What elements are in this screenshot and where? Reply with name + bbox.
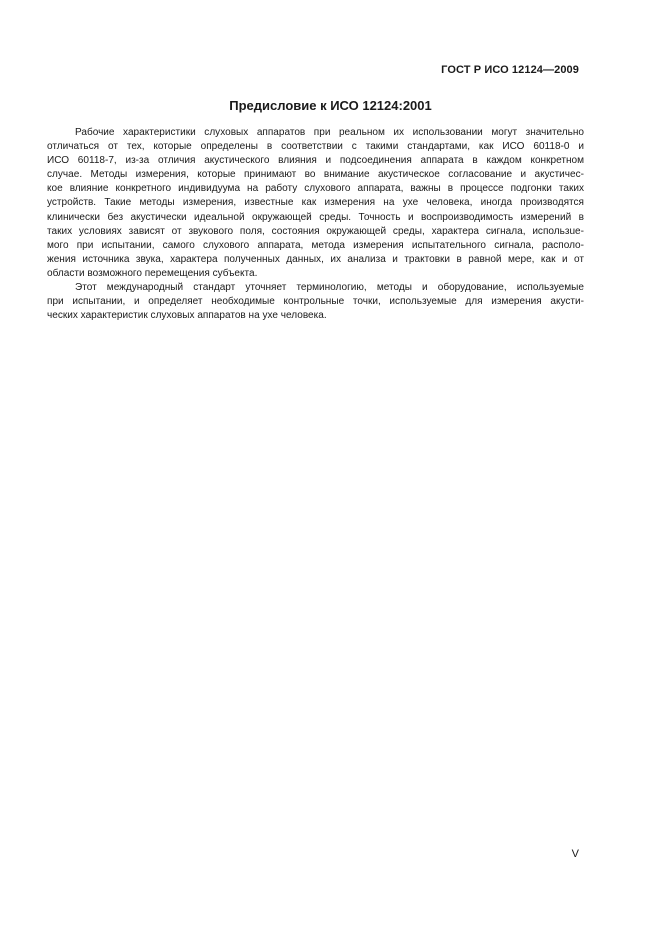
paragraph: [47, 281, 584, 323]
standard-code-header: ГОСТ Р ИСО 12124—2009: [441, 64, 579, 76]
text-line: ИСО 60118-7, из-за отличия акустического влияния и подсоединения аппарата в каждом конкретном: [47, 155, 584, 167]
text-line: ческих характеристик слуховых аппаратов на ухе человека.: [47, 310, 327, 322]
paragraph: [47, 126, 584, 281]
text-line: Рабочие характеристики слуховых аппаратов при реальном их использовании могут значительно: [75, 127, 584, 138]
text-line: при испытании, и определяет необходимые контрольные точки, используемые для измерения акусти-: [47, 296, 584, 308]
text-line: клинически без акустически идеальной окружающей среды. Точность и воспроизводимость измерений в: [47, 211, 584, 223]
page-title: Предисловие к ИСО 12124:2001: [229, 98, 432, 113]
text-line: устройств. Такие методы измерения, известные как измерения на ухе человека, иногда производятся: [47, 197, 584, 209]
text-line: отличаться от тех, которые определены в соответствии с такими стандартами, как ИСО 60118-0 и: [47, 141, 584, 153]
text-line: мого при испытании, самого слухового аппарата, метода измерения испытательного сигнала, располо-: [47, 239, 584, 251]
text-line: таких условиях зависят от звукового поля, состояния окружающей среды, характера сигнала, использue-: [47, 225, 584, 237]
text-line: жения источника звука, характера полученных данных, их анализа и трактовки в равной мере, как и от: [47, 253, 584, 265]
text-line: Этот международный стандарт уточняет терминологию, методы и оборудование, используемые: [75, 282, 584, 294]
body-text: [47, 126, 584, 323]
page-number: V: [571, 848, 579, 860]
text-line: случае. Методы измерения, которые принимают во внимание акустическое согласование и акустичес-: [47, 169, 584, 181]
text-line: области возможного перемещения субъекта.: [47, 267, 258, 279]
text-line: кое влияние конкретного индивидуума на работу слухового аппарата, важны в процессе подгонки таких: [47, 183, 584, 195]
